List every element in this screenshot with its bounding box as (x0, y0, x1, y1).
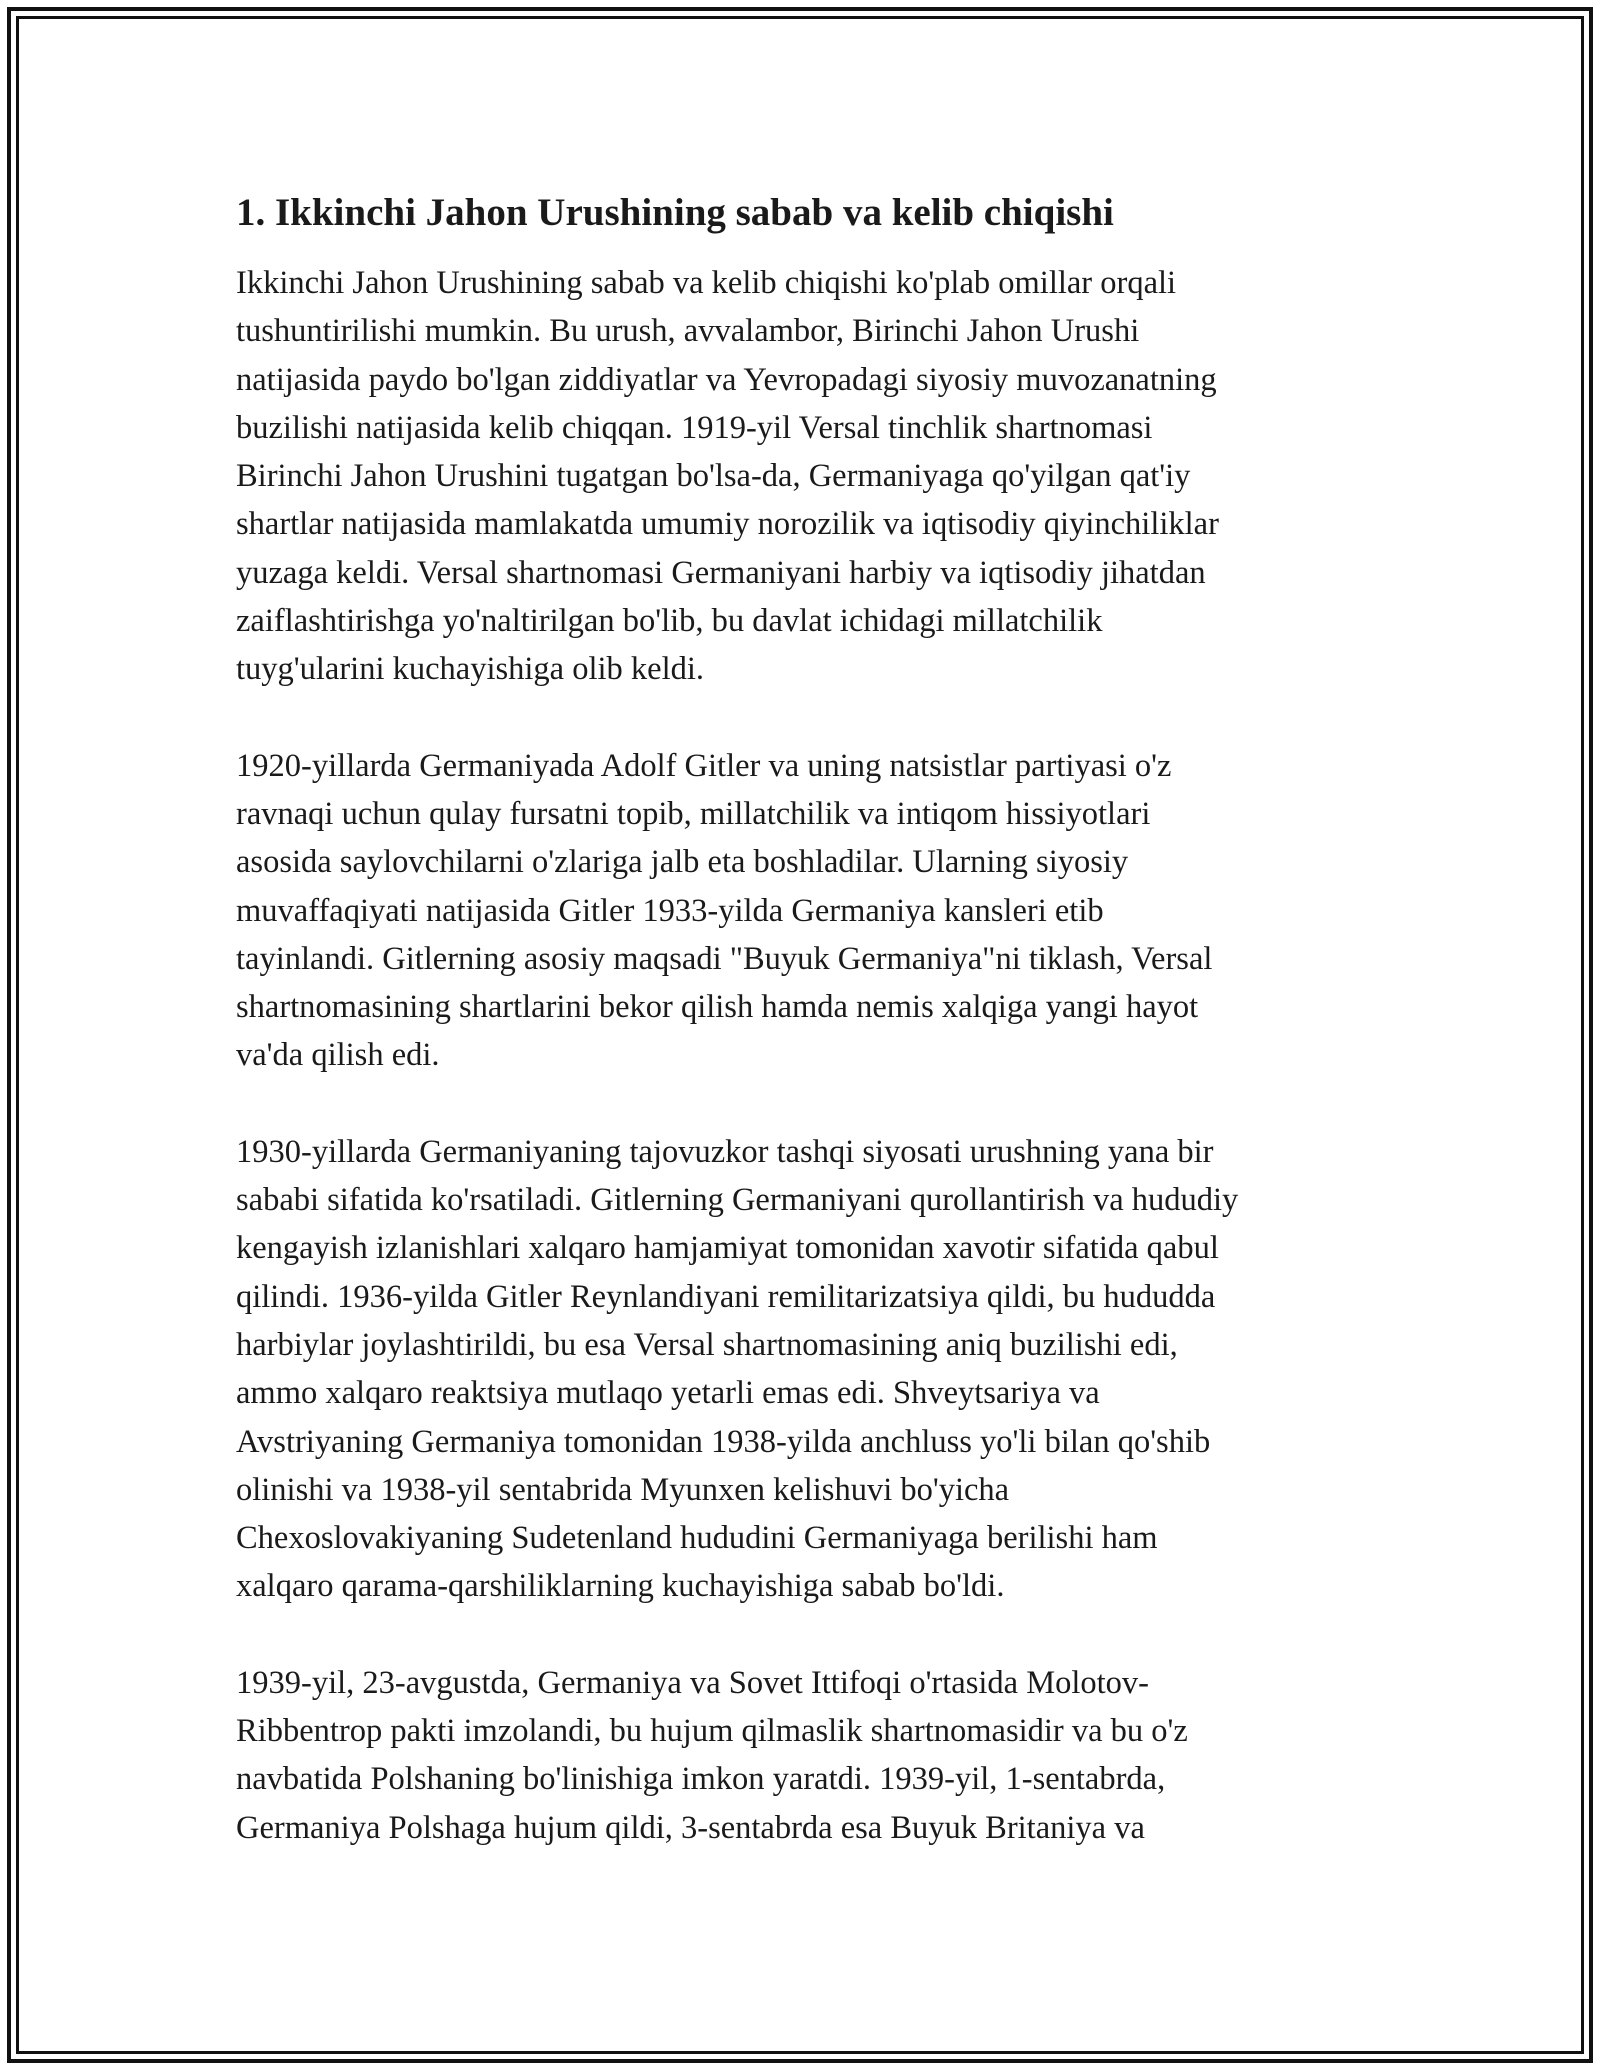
text-line: navbatida Polshaning bo'linishiga imkon yaratdi. 1939-yil, 1-sentabrda, (236, 1761, 1166, 1798)
body-paragraph (236, 259, 1396, 694)
paragraph-list (236, 259, 1396, 1852)
text-line: buzilishi natijasida kelib chiqqan. 1919-yil Versal tinchlik shartnomasi (236, 409, 1153, 446)
text-line: 1939-yil, 23-avgustda, Germaniya va Sovet Ittifoqi o'rtasida Molotov- (236, 1664, 1149, 1701)
text-line: Germaniya Polshaga hujum qildi, 3-sentabrda esa Buyuk Britaniya va (236, 1809, 1145, 1846)
text-line: Ribbentrop pakti imzolandi, bu hujum qilmaslik shartnomasidir va bu o'z (236, 1713, 1188, 1750)
text-line: harbiylar joylashtirildi, bu esa Versal shartnomasining aniq buzilishi edi, (236, 1326, 1178, 1363)
text-line: va'da qilish edi. (236, 1037, 440, 1074)
document-body (236, 185, 1396, 1852)
text-line: muvaffaqiyati natijasida Gitler 1933-yilda Germaniya kansleri etib (236, 892, 1104, 929)
body-paragraph (236, 1128, 1396, 1611)
text-line: qilindi. 1936-yilda Gitler Reynlandiyani remilitarizatsiya qildi, bu hududda (236, 1278, 1216, 1315)
text-line: kengayish izlanishlari xalqaro hamjamiyat tomonidan xavotir sifatida qabul (236, 1230, 1219, 1267)
body-paragraph (236, 1659, 1396, 1852)
text-line: natijasida paydo bo'lgan ziddiyatlar va Yevropadagi siyosiy muvozanatning (236, 361, 1217, 398)
text-line: Avstriyaning Germaniya tomonidan 1938-yilda anchluss yo'li bilan qo'shib (236, 1423, 1211, 1460)
text-line: sababi sifatida ko'rsatiladi. Gitlerning Germaniyani qurollantirish va hududiy (236, 1182, 1239, 1219)
text-line: olinishi va 1938-yil sentabrida Myunxen kelishuvi bo'yicha (236, 1471, 1010, 1508)
text-line: ammo xalqaro reaktsiya mutlaqo yetarli emas edi. Shveytsariya va (236, 1375, 1100, 1412)
section-heading: 1. Ikkinchi Jahon Urushining sabab va kelib chiqishi (236, 191, 1114, 234)
text-line: asosida saylovchilarni o'zlariga jalb eta boshladilar. Ularning siyosiy (236, 844, 1129, 881)
text-line: tayinlandi. Gitlerning asosiy maqsadi "Buyuk Germaniya"ni tiklash, Versal (236, 940, 1213, 977)
text-line: shartnomasining shartlarini bekor qilish hamda nemis xalqiga yangi hayot (236, 989, 1199, 1026)
body-paragraph (236, 742, 1396, 1080)
text-line: Chexoslovakiyaning Sudetenland hududini Germaniyaga berilishi ham (236, 1520, 1158, 1557)
text-line: xalqaro qarama-qarshiliklarning kuchayishiga sabab bo'ldi. (236, 1568, 1005, 1605)
text-line: Birinchi Jahon Urushini tugatgan bo'lsa-da, Germaniyaga qo'yilgan qat'iy (236, 458, 1191, 495)
text-line: Ikkinchi Jahon Urushining sabab va kelib chiqishi ko'plab omillar orqali (236, 265, 1177, 301)
text-line: tuyg'ularini kuchayishiga olib keldi. (236, 651, 704, 688)
text-line: yuzaga keldi. Versal shartnomasi Germaniyani harbiy va iqtisodiy jihatdan (236, 554, 1206, 591)
text-line: ravnaqi uchun qulay fursatni topib, millatchilik va intiqom hissiyotlari (236, 795, 1151, 832)
text-line: shartlar natijasida mamlakatda umumiy norozilik va iqtisodiy qiyinchiliklar (236, 506, 1219, 543)
text-line: tushuntirilishi mumkin. Bu urush, avvalambor, Birinchi Jahon Urushi (236, 313, 1140, 350)
text-line: zaiflashtirishga yo'naltirilgan bo'lib, bu davlat ichidagi millatchilik (236, 603, 1103, 640)
text-line: 1920-yillarda Germaniyada Adolf Gitler va uning natsistlar partiyasi o'z (236, 747, 1172, 784)
text-line: 1930-yillarda Germaniyaning tajovuzkor tashqi siyosati urushning yana bir (236, 1133, 1214, 1170)
